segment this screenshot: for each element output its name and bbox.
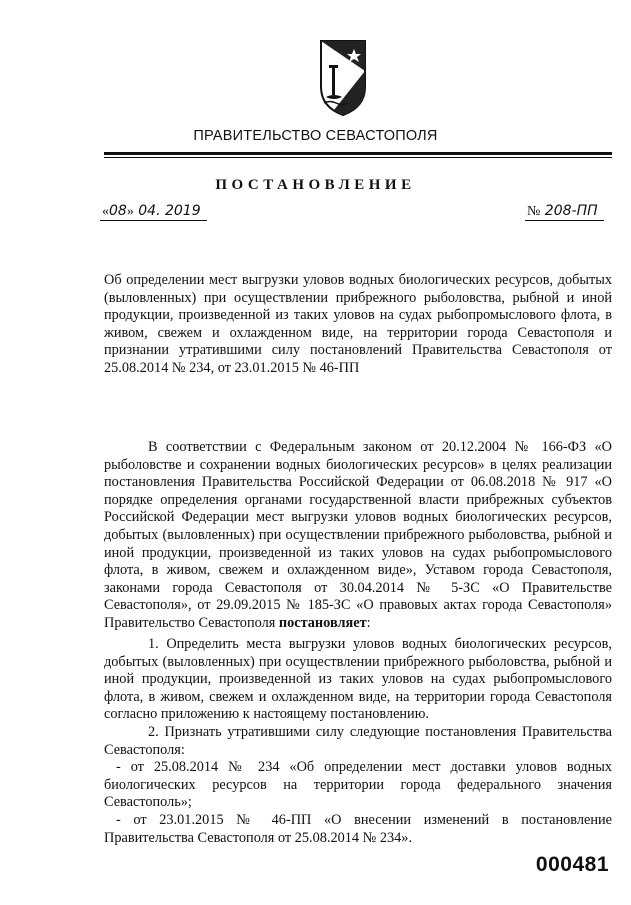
- subject-text: Об определении мест выгрузки уловов водных биологических ресурсов, добытых (выловленных) при осуществлении прибрежного рыболовства, рыбной и иной продукции, произведенной из таких уловов на судах рыбопромыслового флота, в живом, свежем и охлажденном виде, на территории города Севастополя и признании утратившими силу постановлений Правительства Севастополя от 25.08.2014 № 234, от 23.01.2015 № 46-ПП: [104, 272, 612, 376]
- date-day: 08: [109, 203, 127, 219]
- document-type: ПОСТАНОВЛЕНИЕ: [215, 177, 416, 193]
- number-value: 208-ПП: [540, 203, 598, 219]
- document-date: [100, 203, 207, 221]
- header-rule-thin: [104, 157, 612, 158]
- preamble-text: [104, 439, 612, 633]
- preamble-colon: :: [366, 614, 371, 631]
- header-rule-thick: [104, 152, 612, 155]
- item-2: 2. Признать утратившими силу следующие постановления Правительства Севастополя:: [104, 723, 612, 758]
- date-open-quote: «: [102, 204, 109, 219]
- serial-stamp: 000481: [535, 853, 609, 876]
- preamble-verb: постановляет: [278, 614, 367, 631]
- coat-of-arms-icon: [318, 37, 368, 117]
- subitem-2: - от 23.01.2015 № 46-ПП «О внесении изменений в постановление Правительства Севастополя от 25.08.2014 № 234».: [104, 811, 612, 846]
- date-month-year: 04. 2019: [133, 203, 201, 219]
- preamble-body: В соответствии с Федеральным законом от 20.12.2004 № 166-ФЗ «О рыболовстве и сохранении водных биологических ресурсов» в целях реализации постановления Правительства Российской Федерации от 06.08.2018 № 917 «О порядке определения органами государственной власти прибрежных субъектов Российской Федерации мест выгрузки уловов водных биологических ресурсов, добытых (выловленных) при осуществлении прибрежного рыболовства, рыбной и иной продукции, произведенной из таких уловов на судах рыбопромыслового флота, в живом, свежем и охлажденном виде», Уставом города Севастополя, законами города Севастополя от 30.04.2014 № 5-ЗС «О Правительстве Севастополя», от 29.09.2015 № 185-ЗС «О правовых актах города Севастополя» Правительство Севастополя: [104, 439, 612, 631]
- government-title: ПРАВИТЕЛЬСТВО СЕВАСТОПОЛЯ: [193, 128, 438, 144]
- preamble: [104, 439, 612, 633]
- resolution-items: [104, 636, 612, 847]
- date-close-quote: »: [126, 204, 134, 219]
- item-1: 1. Определить места выгрузки уловов водных биологических ресурсов, добытых (выловленных) при осуществлении прибрежного рыболовства, рыбной и иной продукции, произведенной из таких уловов на судах рыбопромыслового флота, в живом, свежем и охлажденном виде, на территории города Севастополя согласно приложению к настоящему постановлению.: [104, 636, 612, 723]
- document-subject: [104, 272, 612, 378]
- number-prefix: №: [527, 204, 541, 219]
- document-number: [525, 203, 604, 221]
- subitem-1: - от 25.08.2014 № 234 «Об определении мест доставки уловов водных биологических ресурсов на территории города федерального значения Севастополь»;: [104, 759, 612, 811]
